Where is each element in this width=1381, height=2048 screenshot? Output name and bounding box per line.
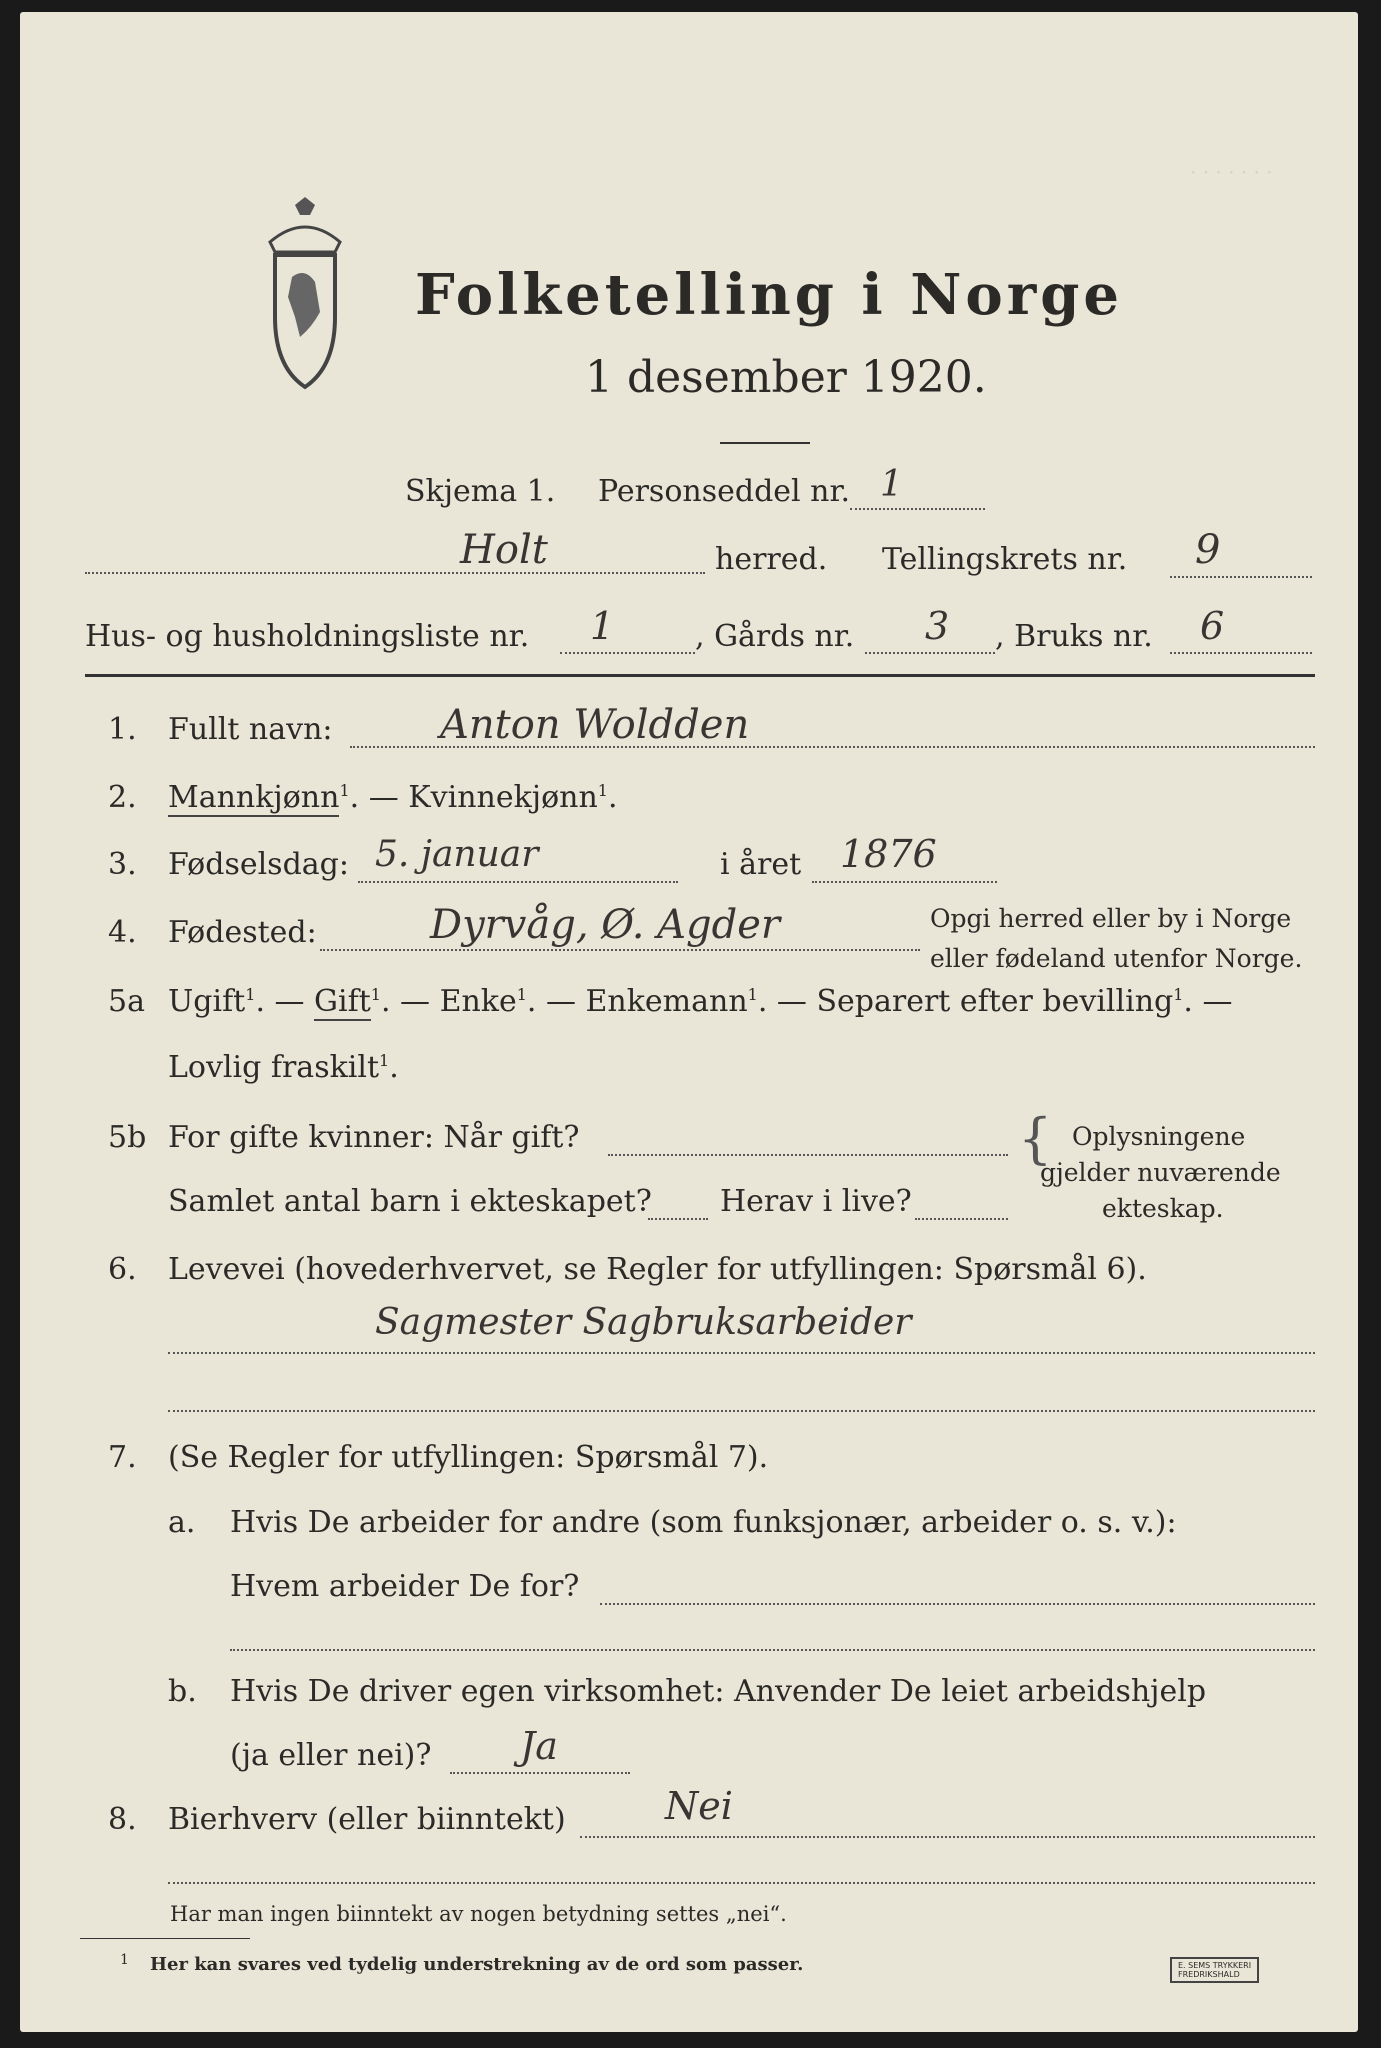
- full-name-value[interactable]: Anton Woldden: [440, 702, 750, 748]
- bruks-line: [1170, 652, 1312, 654]
- q7a-text: Hvis De arbeider for andre (som funksjonær, arbeider o. s. v.):: [230, 1505, 1177, 1540]
- form-title: Folketelling i Norge: [415, 262, 1124, 328]
- birthplace-value[interactable]: Dyrvåg, Ø. Agder: [430, 902, 781, 948]
- fraskilt-row: Lovlig fraskilt$^1$.: [168, 1050, 399, 1085]
- q7b-sub-label: (ja eller nei)?: [230, 1738, 432, 1773]
- q5b-note-line2: gjelder nuværende: [1040, 1158, 1281, 1187]
- option-enke[interactable]: Enke: [439, 984, 517, 1019]
- occupation-line2: [168, 1410, 1315, 1412]
- q5b-married-label: For gifte kvinner: Når gift?: [168, 1120, 580, 1155]
- q7-number: 7.: [108, 1440, 137, 1475]
- hus-value[interactable]: 1: [590, 604, 615, 648]
- q8-label: Bierhverv (eller biinntekt): [168, 1802, 566, 1837]
- gender-options: [168, 780, 618, 815]
- year-label: i året: [720, 847, 802, 882]
- q3-label: Fødselsdag:: [168, 847, 349, 882]
- birthday-value[interactable]: 5. januar: [375, 834, 539, 875]
- tellingskrets-value[interactable]: 9: [1195, 527, 1221, 573]
- option-ugift[interactable]: Ugift: [168, 984, 246, 1019]
- option-fraskilt[interactable]: Lovlig fraskilt: [168, 1050, 380, 1085]
- q2-sup1: 1: [339, 781, 350, 800]
- census-date: 1 desember 1920.: [585, 352, 987, 403]
- marital-status-options: Ugift$^1$. — Gift$^1$. — Enke$^1$. — Enkemann$^1$. — Separert efter bevilling$^1$. —: [168, 984, 1233, 1019]
- footnote-number: 1: [120, 1952, 129, 1968]
- personseddel-value[interactable]: 1: [880, 464, 903, 505]
- alive-line: [915, 1218, 1008, 1220]
- birth-year-value[interactable]: 1876: [840, 832, 937, 876]
- q4-note-line1: Opgi herred eller by i Norge: [930, 904, 1292, 933]
- side-income-line2: [168, 1882, 1315, 1884]
- q6-number: 6.: [108, 1252, 137, 1287]
- census-form: [20, 12, 1358, 2032]
- birthday-line: [358, 881, 678, 883]
- printer-stamp: E. SEMS TRYKKERI FREDRIKSHALD: [1170, 1957, 1259, 1983]
- q5b-alive-label: Herav i live?: [720, 1184, 912, 1219]
- q1-number: 1.: [108, 712, 137, 747]
- title-divider: [720, 442, 810, 444]
- q4-number: 4.: [108, 915, 137, 950]
- birthplace-line: [320, 949, 920, 951]
- side-income-value[interactable]: Nei: [665, 1784, 733, 1828]
- q2-sup2: 1: [597, 781, 608, 800]
- side-income-line: [580, 1836, 1315, 1838]
- hus-line: [560, 652, 695, 654]
- footer-note: Har man ingen biinntekt av nogen betydning settes „nei“.: [170, 1902, 787, 1926]
- q5b-note-line1: Oplysningene: [1072, 1122, 1246, 1151]
- q2-end: .: [607, 780, 618, 815]
- q7b-letter: b.: [168, 1674, 197, 1709]
- q6-label: Levevei (hovederhvervet, se Regler for utfyllingen: Spørsmål 6).: [168, 1252, 1147, 1287]
- occupation-value[interactable]: Sagmester Sagbruksarbeider: [375, 1302, 912, 1343]
- footnote-text: Her kan svares ved tydelig understrekning av de ord som passer.: [150, 1954, 804, 1975]
- q5a-number: 5a: [108, 984, 145, 1019]
- year-line: [812, 881, 997, 883]
- q7b-text: Hvis De driver egen virksomhet: Anvender De leiet arbeidshjelp: [230, 1674, 1207, 1709]
- brace-icon: {: [1018, 1107, 1053, 1170]
- gards-value[interactable]: 3: [925, 604, 950, 648]
- hired-help-line: [450, 1772, 630, 1774]
- gards-line: [865, 652, 995, 654]
- personseddel-line: [850, 508, 985, 510]
- q8-number: 8.: [108, 1802, 137, 1837]
- hired-help-value[interactable]: Ja: [520, 1724, 558, 1768]
- children-line: [648, 1218, 708, 1220]
- q4-label: Fødested:: [168, 915, 317, 950]
- hus-label: Hus- og husholdningsliste nr.: [85, 619, 530, 654]
- herred-label: herred.: [715, 542, 828, 577]
- q5b-number: 5b: [108, 1120, 147, 1155]
- married-date-line: [608, 1154, 1008, 1156]
- q5b-children-label: Samlet antal barn i ekteskapet?: [168, 1184, 652, 1219]
- footnote-divider: [80, 1938, 250, 1939]
- personseddel-label: Personseddel nr.: [598, 474, 851, 509]
- female-option[interactable]: Kvinnekjønn: [408, 780, 598, 815]
- option-separert[interactable]: Separert efter bevilling: [816, 984, 1174, 1019]
- gards-label: , Gårds nr.: [695, 619, 855, 654]
- skjema-label: Skjema 1.: [405, 474, 556, 509]
- herred-value[interactable]: Holt: [460, 527, 548, 573]
- option-enkemann[interactable]: Enkemann: [585, 984, 748, 1019]
- bruks-label: , Bruks nr.: [995, 619, 1153, 654]
- bruks-value[interactable]: 6: [1200, 604, 1225, 648]
- q1-label: Fullt navn:: [168, 712, 333, 747]
- q7a-sub-label: Hvem arbeider De for?: [230, 1569, 580, 1604]
- tellingskrets-label: Tellingskrets nr.: [882, 542, 1128, 577]
- q3-number: 3.: [108, 847, 137, 882]
- employer-line2: [230, 1649, 1315, 1651]
- q2-number: 2.: [108, 780, 137, 815]
- header-divider: [85, 674, 1315, 677]
- bleed-through-text: · · · · · · ·: [1190, 160, 1273, 184]
- herred-line: [85, 572, 705, 574]
- employer-line: [600, 1603, 1315, 1605]
- q4-note-line2: eller fødeland utenfor Norge.: [930, 944, 1303, 973]
- male-option-underlined[interactable]: Mannkjønn: [168, 780, 340, 815]
- tellingskrets-line: [1170, 576, 1312, 578]
- q7-label: (Se Regler for utfyllingen: Spørsmål 7).: [168, 1440, 769, 1475]
- q2-separator: . —: [349, 780, 409, 815]
- occupation-line1: [168, 1352, 1315, 1354]
- q5b-note-line3: ekteskap.: [1102, 1194, 1224, 1223]
- q7a-letter: a.: [168, 1505, 196, 1540]
- coat-of-arms-icon: [250, 197, 360, 397]
- option-gift-underlined[interactable]: Gift: [314, 984, 371, 1019]
